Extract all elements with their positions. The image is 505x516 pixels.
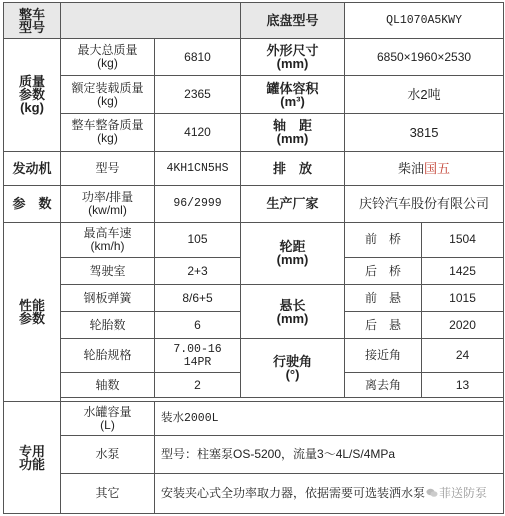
max-speed-label: 最高车速 (km/h) <box>61 222 155 257</box>
power-label: 功率/排量 (kw/ml) <box>61 185 155 222</box>
pump-label: 水泵 <box>61 435 155 473</box>
spec-table <box>3 2 504 514</box>
overhang-front-label: 前 悬 <box>345 285 422 312</box>
wheelbase-label: 轴 距 (mm) <box>241 114 345 151</box>
tank-volume-label: 罐体容积 (m³) <box>241 76 345 114</box>
track-rear-value: 1425 <box>422 257 504 284</box>
dimensions-label: 外形尺寸 (mm) <box>241 39 345 76</box>
curb-label: 整车整备质量 (kg) <box>61 114 155 151</box>
load-label: 额定装载质量 (kg) <box>61 76 155 114</box>
tank-volume-value: 水2吨 <box>345 76 504 114</box>
performance-section-label: 性能 参数 <box>4 222 61 402</box>
tank-capacity-label: 水罐容量 (L) <box>61 402 155 435</box>
overhang-front-value: 1015 <box>422 285 504 312</box>
gvw-label: 最大总质量 (kg) <box>61 39 155 76</box>
curb-value: 4120 <box>155 114 241 151</box>
special-section-label: 专用 功能 <box>4 402 61 514</box>
other-text: 安装夹心式全功率取力器，依据需要可选装洒水泵 <box>161 485 426 500</box>
tank-capacity-value: 装水2000L <box>155 402 504 435</box>
springs-label: 钢板弹簧 <box>61 285 155 312</box>
tire-spec-label: 轮胎规格 <box>61 339 155 373</box>
power-value: 96/2999 <box>155 185 241 222</box>
pump-value: 型号：柱塞泵OS-5200，流量3～4L/S/4MPa <box>155 435 504 473</box>
track-label: 轮距 (mm) <box>241 222 345 284</box>
overhang-label: 悬长 (mm) <box>241 285 345 339</box>
wechat-icon <box>426 488 438 498</box>
chassis-value: QL1070A5KWY <box>345 3 504 39</box>
maker-label: 生产厂家 <box>241 185 345 222</box>
emission-label: 排 放 <box>241 151 345 185</box>
cab-label: 驾驶室 <box>61 257 155 284</box>
angles-label: 行驶角 (°) <box>241 339 345 398</box>
departure-label: 离去角 <box>345 373 422 398</box>
approach-label: 接近角 <box>345 339 422 373</box>
overhang-rear-label: 后 悬 <box>345 312 422 339</box>
model-label: 整车 型号 <box>4 3 61 39</box>
tires-count-label: 轮胎数 <box>61 312 155 339</box>
track-front-value: 1504 <box>422 222 504 257</box>
tire-spec-value: 7.00-16 14PR <box>155 339 241 373</box>
engine-section-label: 发动机 <box>4 151 61 185</box>
load-value: 2365 <box>155 76 241 114</box>
springs-value: 8/6+5 <box>155 285 241 312</box>
tires-count-value: 6 <box>155 312 241 339</box>
emission-value <box>345 151 504 185</box>
track-front-label: 前 桥 <box>345 222 422 257</box>
gvw-value: 6810 <box>155 39 241 76</box>
engine-model-value: 4KH1CN5HS <box>155 151 241 185</box>
overhang-rear-value: 2020 <box>422 312 504 339</box>
track-rear-label: 后 桥 <box>345 257 422 284</box>
cab-value: 2+3 <box>155 257 241 284</box>
watermark-text: 菲送防泵 <box>439 485 488 500</box>
emission-standard: 国五 <box>424 160 451 176</box>
dimensions-value: 6850×1960×2530 <box>345 39 504 76</box>
maker-value: 庆铃汽车股份有限公司 <box>345 185 504 222</box>
axles-label: 轴数 <box>61 373 155 398</box>
wheelbase-value: 3815 <box>345 114 504 151</box>
model-value <box>61 3 241 39</box>
params-section-label: 参 数 <box>4 185 61 222</box>
approach-value: 24 <box>422 339 504 373</box>
chassis-label: 底盘型号 <box>241 3 345 39</box>
mass-section-label: 质量 参数 (kg) <box>4 39 61 151</box>
emission-fuel: 柴油 <box>398 160 425 176</box>
engine-model-label: 型号 <box>61 151 155 185</box>
other-value <box>155 473 504 513</box>
max-speed-value: 105 <box>155 222 241 257</box>
axles-value: 2 <box>155 373 241 398</box>
other-label: 其它 <box>61 473 155 513</box>
departure-value: 13 <box>422 373 504 398</box>
